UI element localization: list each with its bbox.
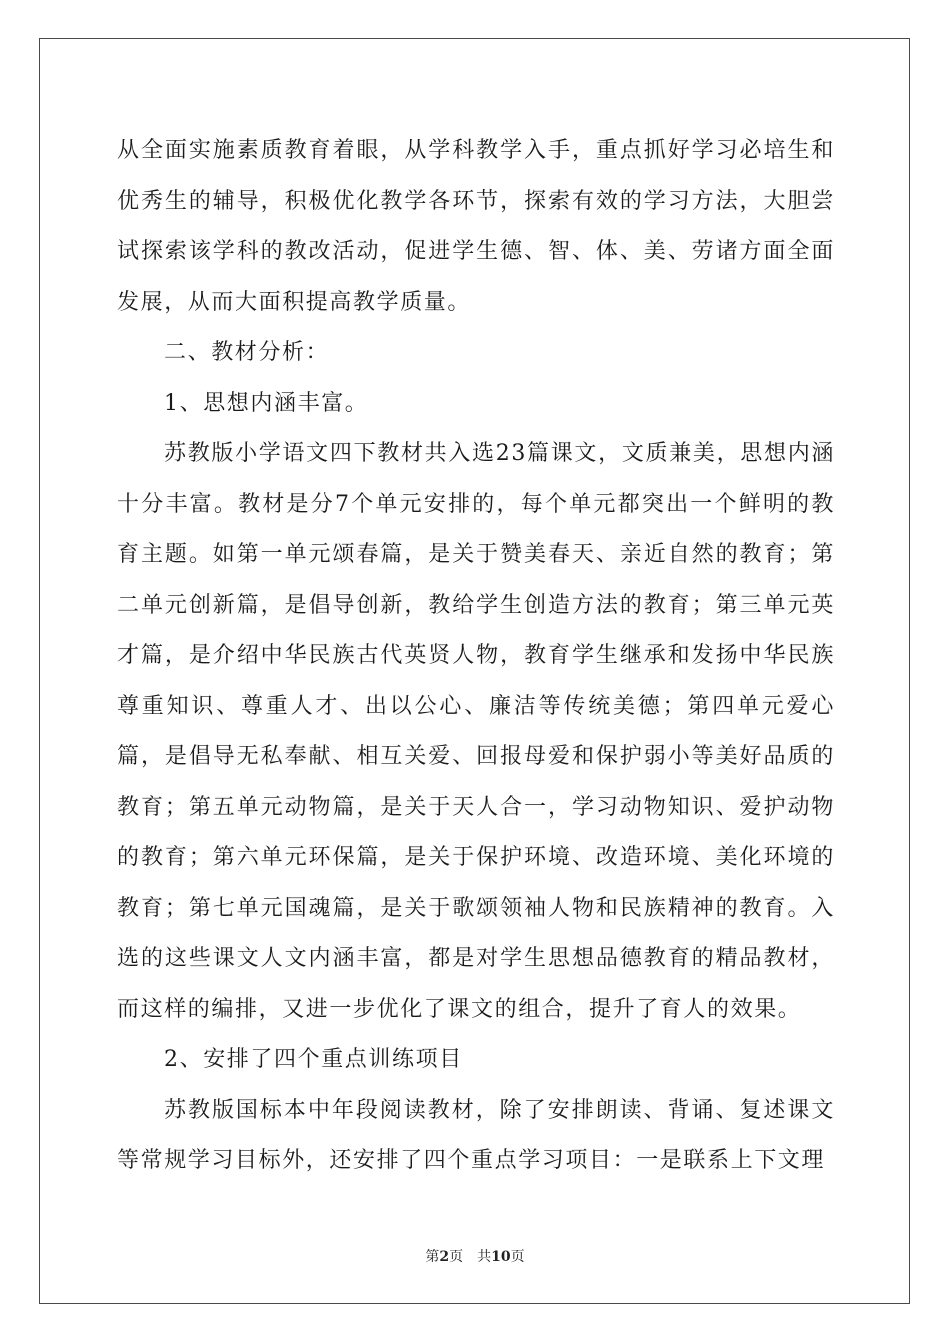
paragraph: 从全面实施素质教育着眼，从学科教学入手，重点抓好学习必培生和优秀生的辅导，积极优化教学各环节，探索有效的学习方法，大胆尝试探索该学科的教改活动，促进学生德、智、体、美、劳诸方面全面发展，从而大面积提高教学质量。 <box>117 138 835 315</box>
paragraph: 苏教版小学语文四下教材共入选23篇课文，文质兼美，思想内涵十分丰富。教材是分7个单元安排的，每个单元都突出一个鲜明的教育主题。如第一单元颂春篇，是关于赞美春天、亲近自然的教育；第二单元创新篇，是倡导创新，教给学生创造方法的教育；第三单元英才篇，是介绍中华民族古代英贤人物，教育学生继承和发扬中华民族尊重知识、尊重人才、出以公心、廉洁等传统美德；第四单元爱心篇，是倡导无私奉献、相互关爱、回报母爱和保护弱小等美好品质的教育；第五单元动物篇，是关于天人合一，学习动物知识、爱护动物的教育；第六单元环保篇，是关于保护环境、改造环境、美化环境的教育；第七单元国魂篇，是关于歌颂领袖人物和民族精神的教育。入选的这些课文人文内涵丰富，都是对学生思想品德教育的精品教材，而这样的编排，又进一步优化了课文的组合，提升了育人的效果。 <box>117 441 835 1022</box>
page-prefix: 第 <box>425 1249 440 1265</box>
subsection-heading: 2、安排了四个重点训练项目 <box>164 1047 463 1072</box>
total-prefix: 共 <box>477 1249 492 1265</box>
page-footer <box>0 1246 950 1266</box>
page-suffix: 页 <box>449 1249 464 1265</box>
total-suffix: 页 <box>510 1249 525 1265</box>
paragraph: 苏教版国标本中年段阅读教材，除了安排朗读、背诵、复述课文等常规学习目标外，还安排了四个重点学习项目：一是联系上下文理 <box>117 1097 835 1173</box>
document-body <box>117 126 835 1187</box>
subsection-heading: 1、思想内涵丰富。 <box>164 390 369 416</box>
page-number: 2 <box>439 1249 450 1265</box>
total-pages: 10 <box>491 1249 511 1265</box>
section-heading: 二、教材分析： <box>164 340 330 365</box>
